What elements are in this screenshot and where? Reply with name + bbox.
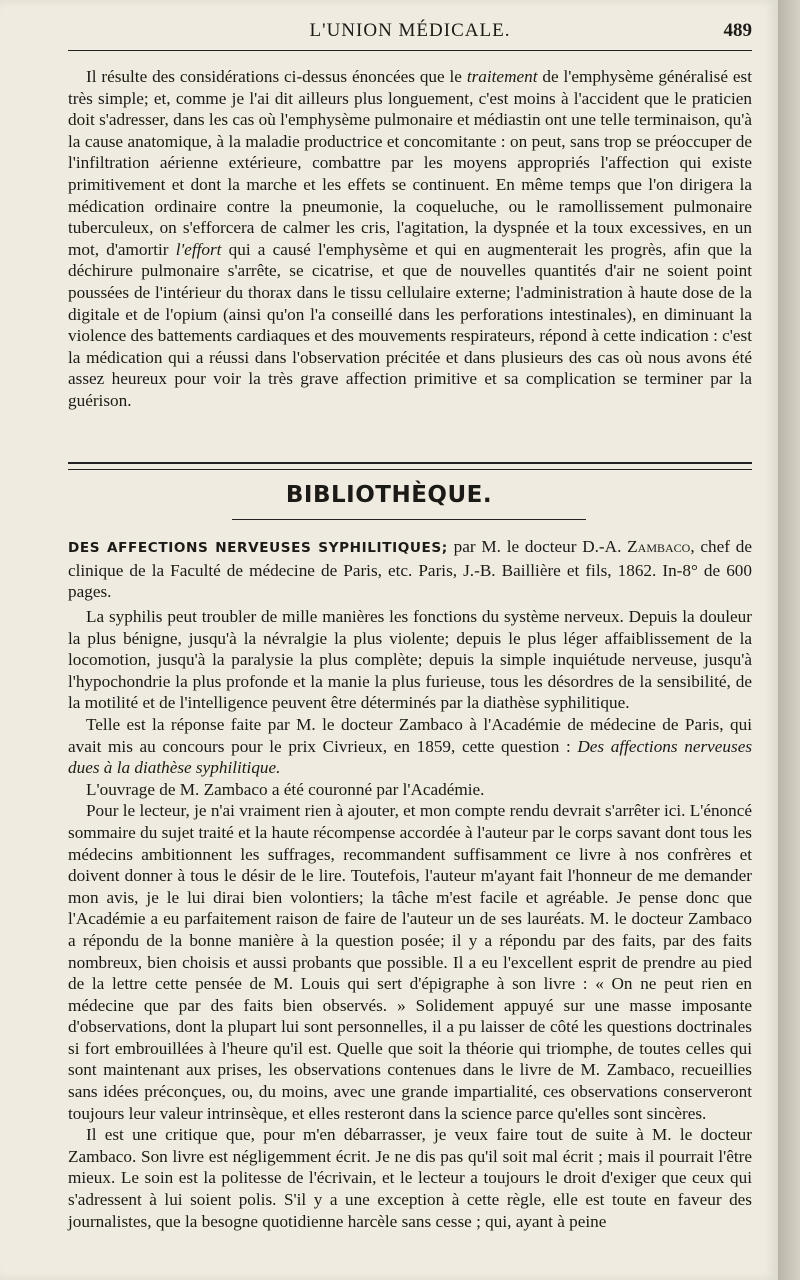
book-author: Zambaco xyxy=(627,537,691,556)
intro-emphasis-2: l'effort xyxy=(175,239,222,259)
review-paragraph: Pour le lecteur, je n'ai vraiment rien à ajouter, et mon compte rendu devrait s'arrêter ici. L'énoncé sommaire du sujet traité et la haute récompense accordée à l'auteur par le corps savant dont tous les médecins ambitionnent les suffrages, recommandent suffisamment ce livre à nos confrères et doivent donner à tous le désir de le lire. Toutefois, l'auteur m'ayant fait l'honneur de me demander mon avis, je le lui dirai bien volontiers; la tâche m'est facile et agréable. Je pense donc que l'Académie a eu parfaitement raison de faire de l'auteur un de ses lauréats. M. le docteur Zambaco a répondu de la bonne manière à la question posée; il y a répondu par des faits, par des faits nombreux, bien choisis et aussi probants que possible. Il a eu l'excellent esprit de prendre au pied de la lettre cette pensée de M. Louis qui sert d'épigraphe à son livre : « On ne peut rien en médecine que par des faits bien observés. » Solidement appuyé sur une masse imposante d'observations, dont la plupart lui sont personnelles, il a pu laisser de côté les questions doctrinales si fort embrouillées à l'heure qu'il est. Quelle que soit la théorie qui triomphe, de toutes celles qui sont maintenant aux prises, les observations contenues dans le livre de M. Zambaco, recueillies sans idées préconçues, ou, du moins, avec une grande impartialité, ces observations conserveront toujours leur valeur intrinsèque, et elles resteront dans la science parce qu'elles sont sincères. xyxy=(68,801,753,1123)
review-body xyxy=(68,606,752,1232)
page-edge xyxy=(778,0,800,1280)
section-title: BIBLIOTHÈQUE. xyxy=(285,482,493,508)
section-title-rule xyxy=(232,519,586,520)
review-paragraph: Il est une critique que, pour m'en débarrasser, je veux faire tout de suite à M. le docteur Zambaco. Son livre est négligemment écrit. Je ne dis pas qu'il soit mal écrit ; mais il pourrait l'être mieux. Le soin est la politesse de l'écrivain, et le lecteur a toujours le droit d'exiger que ceux qui s'adressent à lui soient polis. S'il y a une exception à cette règle, elle est toute en faveur des journalistes, que la besogne quotidienne harcèle sans cesse ; qui, ayant à peine xyxy=(68,1125,752,1231)
book-title: DES AFFECTIONS NERVEUSES SYPHILITIQUES; xyxy=(68,540,448,556)
intro-emphasis-1: traitement xyxy=(466,67,538,86)
section-divider xyxy=(68,462,752,470)
intro-paragraph: Il résulte des considérations ci-dessus énoncées que le traitement de l'emphysème généralisé est très simple; et, comme je l'ai dit ailleurs plus longuement, c'est moins à l'accident que le praticien doit s'adresser, dans les cas où l'emphysème pulmonaire et médiastin ont une telle terminaison, qu'à la cause anatomique, à la maladie productrice et concomitante : on peut, sans trop se préoccuper de l'infiltration aérienne extérieure, combattre par les moyens appropriés l'affection qui existe primitivement et dont la marche et les effets se continuent. En même temps que l'on dirigera la médication ordinaire contre la pneumonie, la coqueluche, ou le ramollissement pulmonaire tuberculeux, on s'efforcera de calmer les cris, l'agitation, la dyspnée et la toux excessives, en un mot, d'amortir l'effort qui a causé l'emphysème et qui en augmenterait les progrès, afin que la déchirure pulmonaire s'arrête, se cicatrise, et que de nouvelles quantités d'air ne soient point poussées de l'intérieur du thorax dans le tissu cellulaire externe; l'administration à haute dose de la digitale et de l'opium (ainsi qu'on l'a conseillé dans les perforations intestinales), en diminuant la violence des battements cardiaques et des mouvements respirateurs, répond à cette indication : c'est la médication qui a réussi dans l'observation précitée et dans plusieurs des cas où nous avons été assez heureux pour voir la très grave affection primitive et sa complication se terminer par la guérison. xyxy=(68,67,752,410)
prize-question: Des affections nerveuses dues à la diathèse syphilitique. xyxy=(68,736,753,778)
page-number: 489 xyxy=(723,20,752,41)
journal-title: L'UNION MÉDICALE. xyxy=(309,20,511,41)
review-book-citation: DES AFFECTIONS NERVEUSES SYPHILITIQUES; par M. le docteur D.-A. Zambaco, chef de clinique de la Faculté de médecine de Paris, etc. Paris, J.-B. Baillière et fils, 1862. In-8° de 600 pages. xyxy=(68,537,752,602)
review-paragraph: Telle est la réponse faite par M. le docteur Zambaco à l'Académie de médecine de Paris, qui avait mis au concours pour le prix Civrieux, en 1859, cette question : Des affections nerveuses dues à la diathèse syphilitique. xyxy=(68,714,753,778)
review-paragraph: La syphilis peut troubler de mille manières les fonctions du système nerveux. Depuis la douleur la plus bénigne, jusqu'à la névralgie la plus violente; depuis le plus léger affaiblissement de la locomotion, jusqu'à la paralysie la plus complète; depuis la simple inquiétude nerveuse, jusqu'à l'hypochondrie la plus profonde et la manie la plus furieuse, tous les désordres de la sensibilité, de la motilité et de l'intelligence peuvent être déterminés par la diathèse syphilitique. xyxy=(68,607,752,713)
header-rule xyxy=(68,50,752,51)
running-head xyxy=(68,18,752,46)
review-paragraph: L'ouvrage de M. Zambaco a été couronné par l'Académie. xyxy=(86,779,485,799)
